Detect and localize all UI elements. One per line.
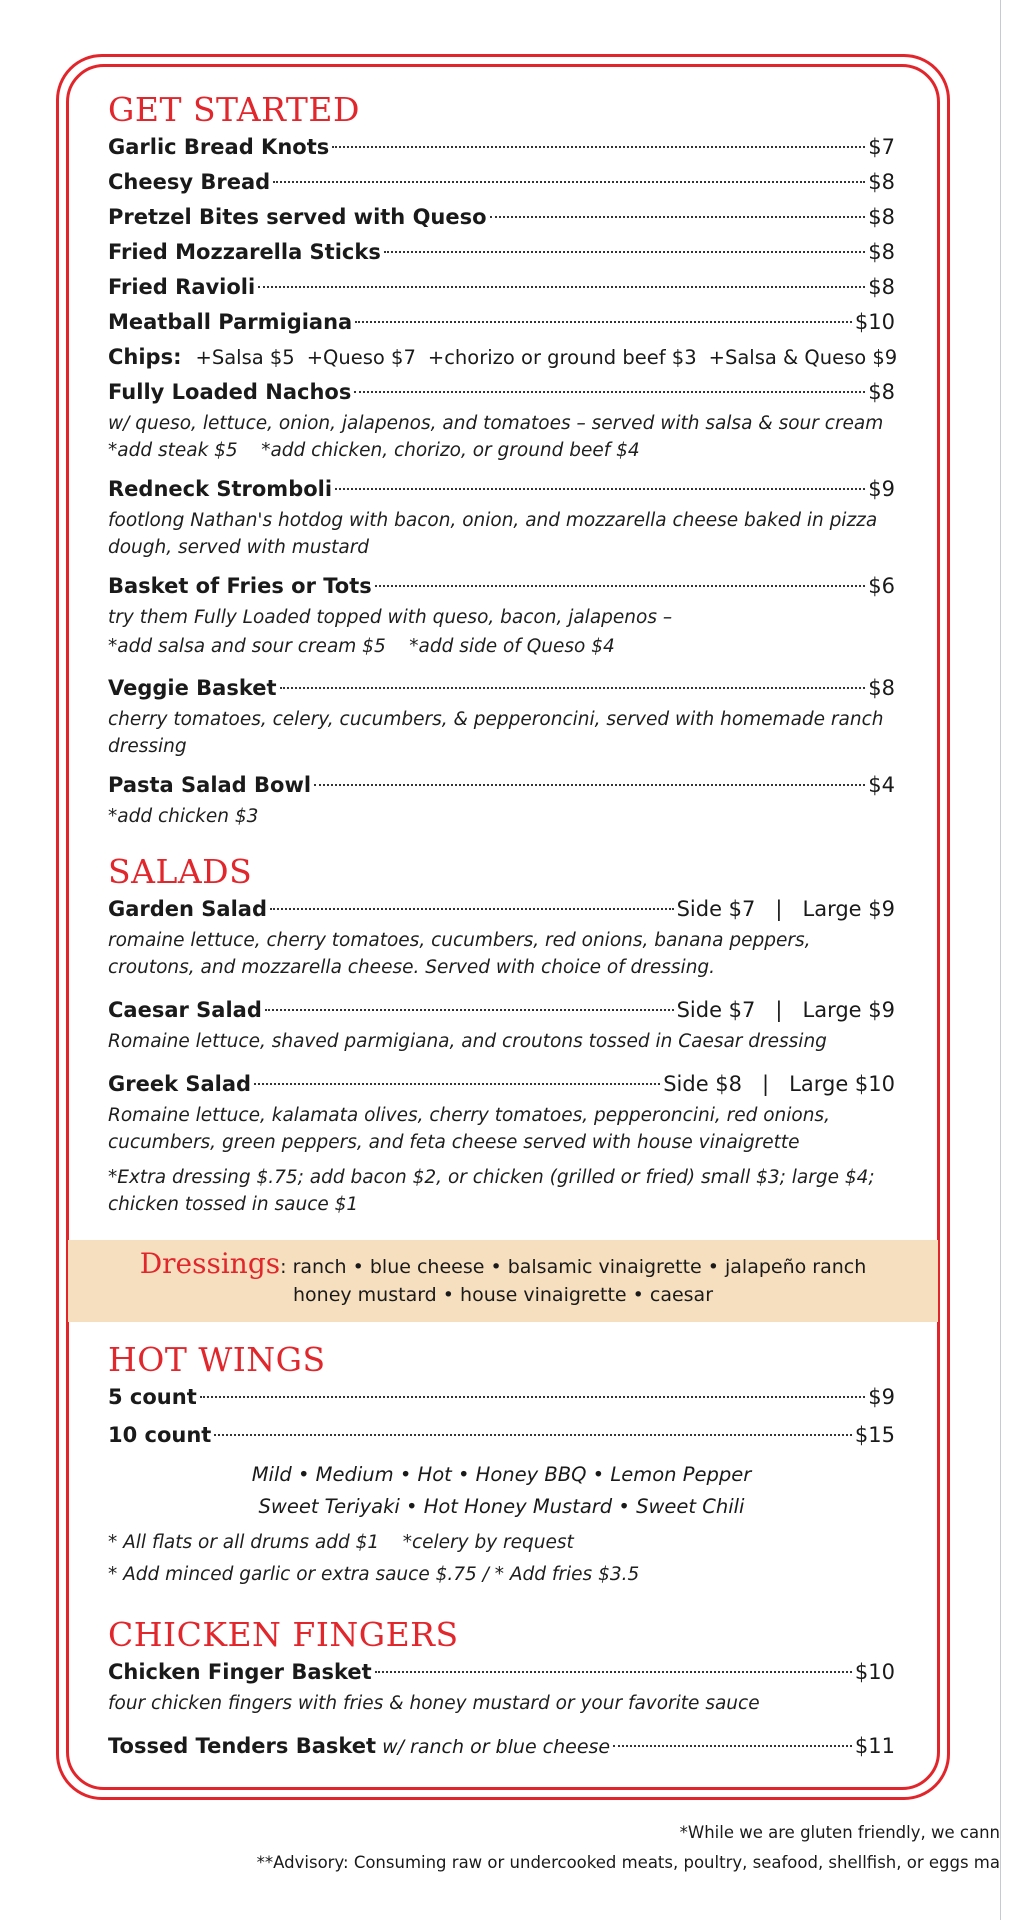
item-price: $4 xyxy=(868,773,895,797)
item-name: Fried Mozzarella Sticks xyxy=(108,240,381,264)
leader-dots xyxy=(258,286,865,288)
item-name: Veggie Basket xyxy=(108,676,277,700)
wings-note: * All flats or all drums add $1 *celery by request xyxy=(108,1532,574,1553)
menu-item xyxy=(108,472,895,561)
item-price: $10 xyxy=(854,310,895,334)
item-price: $8 xyxy=(868,205,895,229)
item-name: 5 count xyxy=(108,1385,197,1409)
menu-item xyxy=(108,569,895,663)
dressings-list: honey mustard • house vinaigrette • caesar xyxy=(292,1284,714,1306)
menu-item xyxy=(108,305,895,340)
menu-content-lower xyxy=(108,1340,895,1764)
item-name: Pasta Salad Bowl xyxy=(108,773,312,797)
item-price: $10 xyxy=(854,1660,895,1684)
item-name: Basket of Fries or Tots xyxy=(108,574,372,598)
menu-item xyxy=(108,1380,895,1415)
leader-dots xyxy=(355,321,852,323)
item-price: Side $7 | Large $9 xyxy=(676,998,895,1022)
leader-dots xyxy=(200,1396,866,1398)
item-description: romaine lettuce, cherry tomatoes, cucumbers, red onions, banana peppers, croutons, and mozzarella cheese. Served with choice of dressing. xyxy=(108,930,811,978)
page-edge-line xyxy=(1000,0,1001,1920)
dressings-band xyxy=(68,1240,938,1322)
item-price: Side $8 | Large $10 xyxy=(663,1072,895,1096)
section-title-salads: SALADS xyxy=(108,852,253,891)
item-name: Pretzel Bites served with Queso xyxy=(108,205,487,229)
wings-note: * Add minced garlic or extra sauce $.75 / * Add fries $3.5 xyxy=(108,1564,640,1585)
leader-dots xyxy=(280,687,866,689)
wing-flavors: Mild • Medium • Hot • Honey BBQ • Lemon Pepper xyxy=(251,1463,752,1486)
item-description: w/ queso, lettuce, onion, jalapenos, and tomatoes – served with salsa & sour cream *add steak $5 *add chicken, chorizo, or ground beef $4 xyxy=(108,413,907,461)
item-description: cherry tomatoes, celery, cucumbers, & pepperoncini, served with homemade ranch dressing xyxy=(108,709,884,757)
leader-dots xyxy=(384,251,865,253)
item-description: four chicken fingers with fries & honey mustard or your favorite sauce xyxy=(108,1693,760,1714)
item-description: *add salsa and sour cream $5 *add side of Queso $4 xyxy=(108,636,615,657)
wing-flavors: Sweet Teriyaki • Hot Honey Mustard • Sweet Chili xyxy=(258,1495,745,1518)
menu-item xyxy=(108,200,895,235)
item-price: $8 xyxy=(868,170,895,194)
menu-item xyxy=(108,892,895,981)
gluten-footnote: *While we are gluten friendly, we cann xyxy=(679,1823,1000,1842)
item-name: Fully Loaded Nachos xyxy=(108,380,352,404)
item-price: $6 xyxy=(868,574,895,598)
item-price: $11 xyxy=(854,1734,895,1758)
leader-dots xyxy=(214,1434,852,1436)
menu-item xyxy=(108,671,895,760)
menu-item xyxy=(108,993,895,1055)
item-name: Meatball Parmigiana xyxy=(108,310,353,334)
chips-option: +chorizo or ground beef $3 xyxy=(427,346,697,369)
leader-dots xyxy=(490,216,866,218)
chips-option: +Salsa $5 xyxy=(195,346,295,369)
item-name: Redneck Stromboli xyxy=(108,477,333,501)
item-name: 10 count xyxy=(108,1423,212,1447)
item-description: footlong Nathan's hotdog with bacon, onion, and mozzarella cheese baked in pizza dough, served with mustard xyxy=(108,510,878,558)
item-price: $8 xyxy=(868,275,895,299)
chips-item xyxy=(108,340,898,375)
chips-option: +Queso $7 xyxy=(306,346,416,369)
salad-extras-note: *Extra dressing $.75; add bacon $2, or chicken (grilled or fried) small $3; large $4; chicken tossed in sauce $1 xyxy=(108,1167,875,1215)
menu-item xyxy=(108,130,895,165)
menu-item xyxy=(108,1655,895,1717)
item-name: Garden Salad xyxy=(108,897,267,921)
dressings-list: : ranch • blue cheese • balsamic vinaigrette • jalapeño ranch xyxy=(280,1256,867,1278)
item-price: $8 xyxy=(868,380,895,404)
item-name: Cheesy Bread xyxy=(108,170,271,194)
item-description: *add chicken $3 xyxy=(108,806,259,827)
item-description: Romaine lettuce, kalamata olives, cherry tomatoes, pepperoncini, red onions, cucumbers, green peppers, and feta cheese served with house vinaigrette xyxy=(108,1105,830,1153)
leader-dots xyxy=(254,1083,660,1085)
item-price: $7 xyxy=(868,135,895,159)
section-title-hot-wings: HOT WINGS xyxy=(108,1340,326,1379)
section-title-get-started: GET STARTED xyxy=(108,90,360,129)
item-price: $9 xyxy=(868,1385,895,1409)
footnotes xyxy=(20,1818,1000,1878)
item-description: Romaine lettuce, shaved parmigiana, and croutons tossed in Caesar dressing xyxy=(108,1031,827,1052)
menu-content xyxy=(108,90,907,1218)
item-name: Fried Ravioli xyxy=(108,275,256,299)
menu-item xyxy=(108,1415,895,1455)
section-title-chicken-fingers: CHICKEN FINGERS xyxy=(108,1615,459,1654)
leader-dots xyxy=(270,908,674,910)
menu-item xyxy=(108,1729,895,1764)
leader-dots xyxy=(613,1745,852,1747)
leader-dots xyxy=(354,391,865,393)
item-price: $9 xyxy=(868,477,895,501)
leader-dots xyxy=(332,146,865,148)
menu-item xyxy=(108,1067,895,1156)
item-name: Chicken Finger Basket xyxy=(108,1660,372,1684)
leader-dots xyxy=(314,784,865,786)
menu-item xyxy=(108,768,895,830)
menu-item xyxy=(108,165,895,200)
item-price: $8 xyxy=(868,676,895,700)
item-name: Caesar Salad xyxy=(108,998,262,1022)
chips-option: +Salsa & Queso $9 xyxy=(708,346,898,369)
dressings-label: Dressings xyxy=(139,1247,281,1280)
item-description: try them Fully Loaded topped with queso, bacon, jalapenos – xyxy=(108,607,673,628)
item-subtext: w/ ranch or blue cheese xyxy=(382,1736,611,1758)
leader-dots xyxy=(375,585,866,587)
item-price: $15 xyxy=(854,1423,895,1447)
leader-dots xyxy=(375,1671,852,1673)
item-name: Tossed Tenders Basket xyxy=(108,1734,377,1758)
menu-item xyxy=(108,235,895,270)
item-price: Side $7 | Large $9 xyxy=(676,897,895,921)
leader-dots xyxy=(335,488,865,490)
menu-item xyxy=(108,375,907,464)
leader-dots xyxy=(273,181,865,183)
item-name: Garlic Bread Knots xyxy=(108,135,330,159)
leader-dots xyxy=(265,1009,674,1011)
item-name: Chips: xyxy=(108,345,182,369)
item-price: $8 xyxy=(868,240,895,264)
menu-item xyxy=(108,270,895,305)
item-name: Greek Salad xyxy=(108,1072,252,1096)
advisory-footnote: **Advisory: Consuming raw or undercooked meats, poultry, seafood, shellfish, or eggs ma xyxy=(256,1853,1000,1872)
